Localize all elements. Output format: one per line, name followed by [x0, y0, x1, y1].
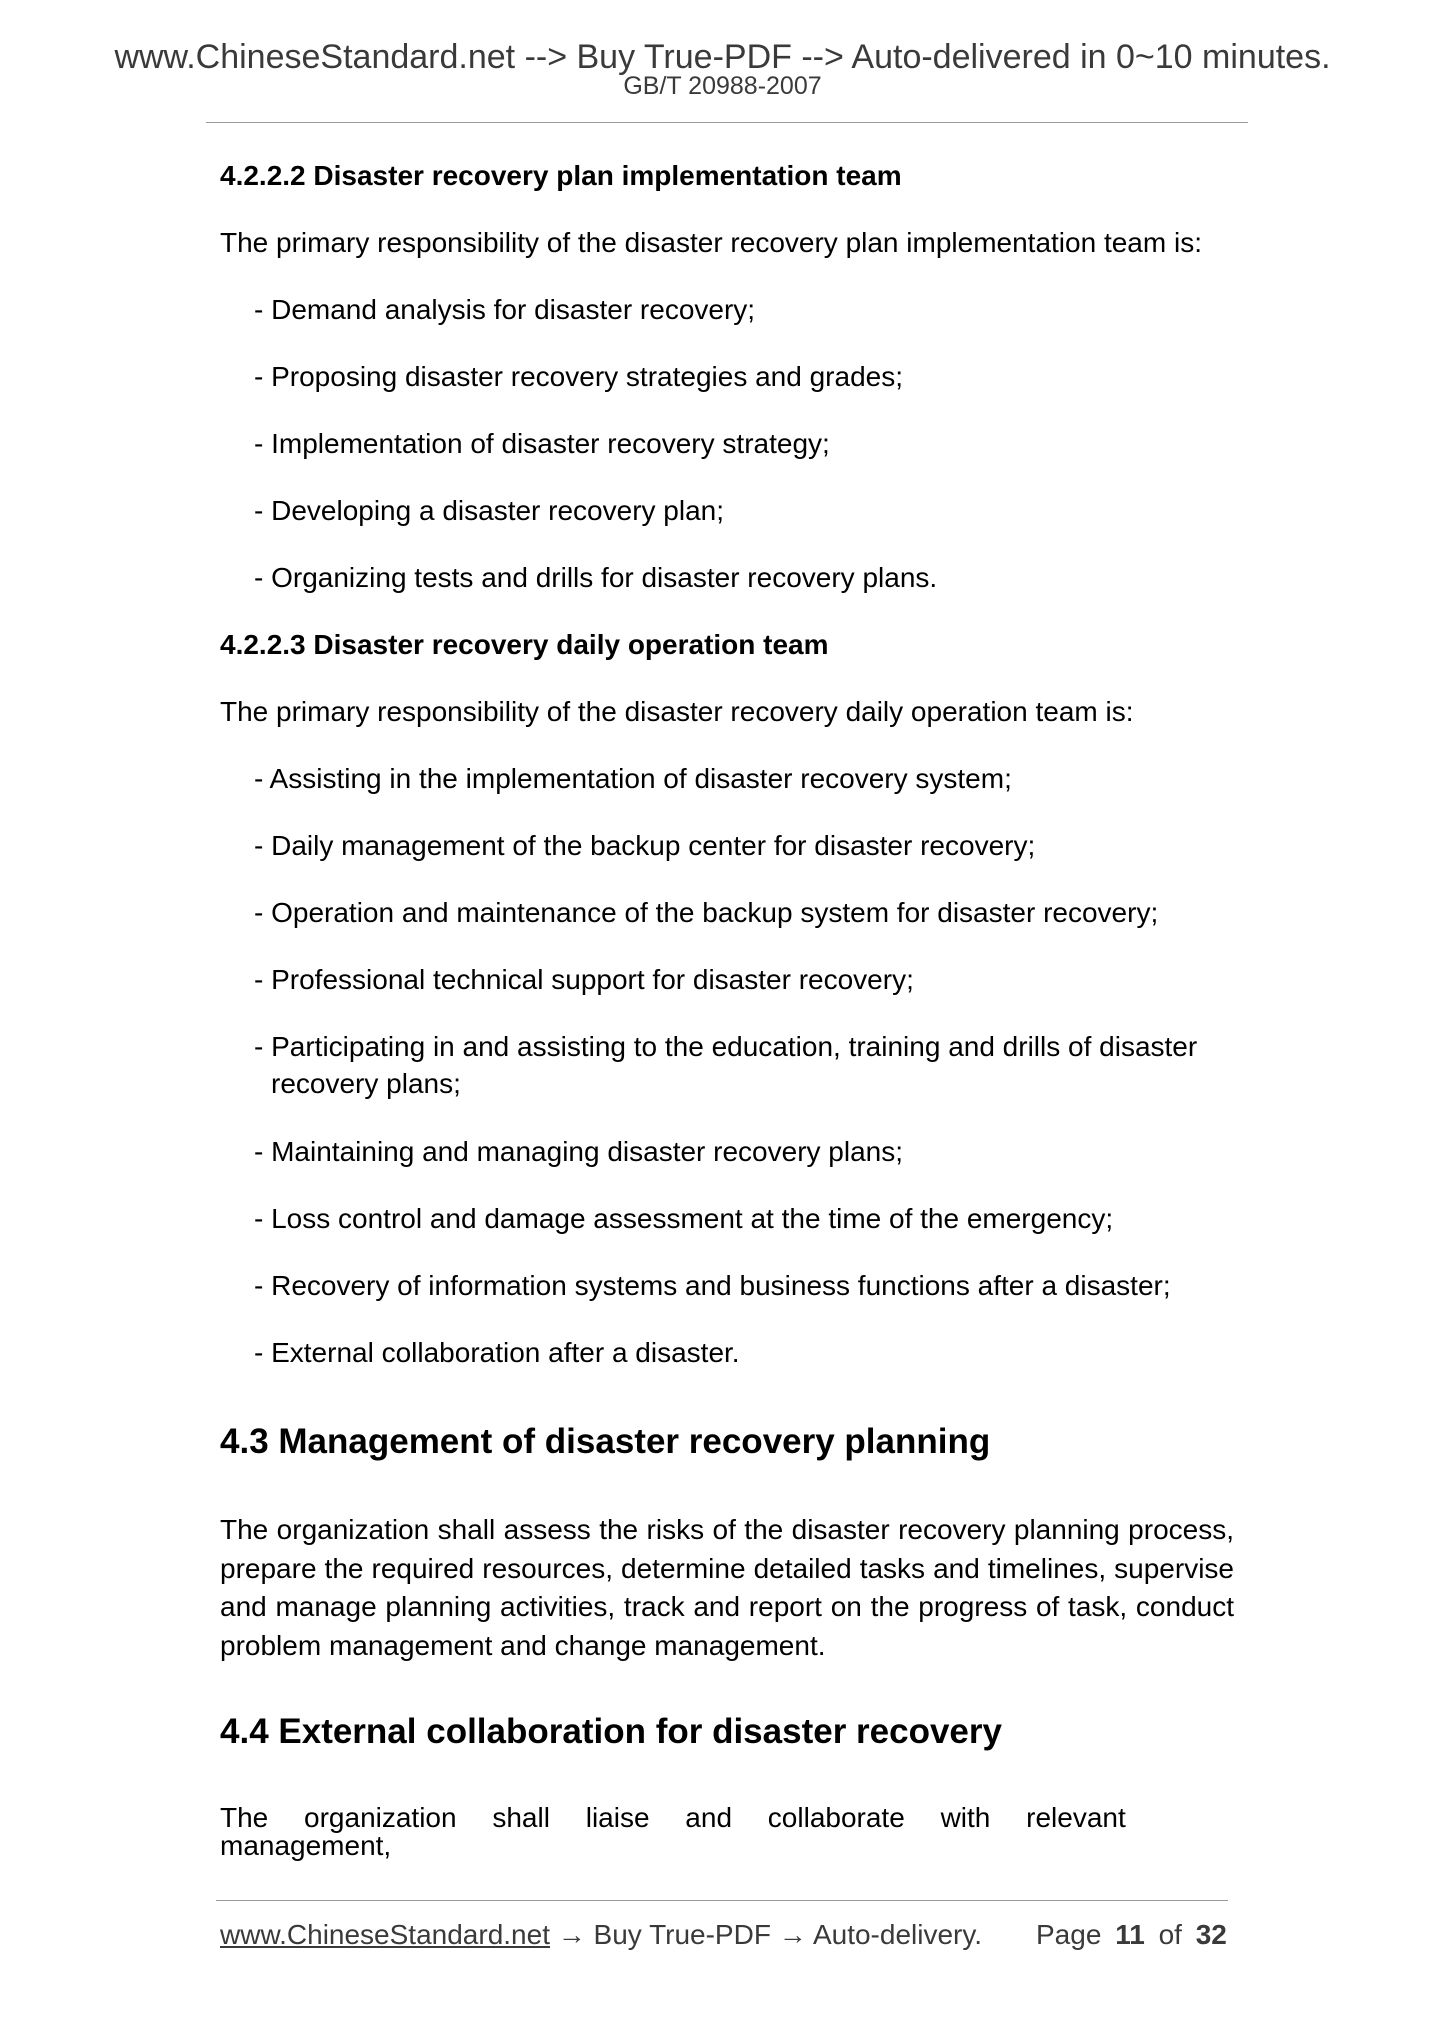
list-item: - External collaboration after a disaster. [254, 1337, 740, 1368]
page-number: 11 [1115, 1919, 1145, 1950]
list-item: - Recovery of information systems and business functions after a disaster; [254, 1270, 1171, 1301]
of-label: of [1158, 1919, 1182, 1950]
list-item: - Professional technical support for disaster recovery; [254, 964, 914, 995]
list-item: - Loss control and damage assessment at the time of the emergency; [254, 1203, 1114, 1234]
list-item: - Operation and maintenance of the backup system for disaster recovery; [254, 897, 1159, 928]
list-item: - Organizing tests and drills for disaster recovery plans. [254, 562, 938, 593]
section-heading-43: 4.3 Management of disaster recovery planning [220, 1422, 991, 1461]
list-item-continuation: recovery plans; [271, 1068, 461, 1099]
footer-left [220, 1921, 982, 1949]
footer-buy-text: Buy True-PDF [593, 1919, 771, 1950]
footer-site-link[interactable]: www.ChineseStandard.net [220, 1919, 550, 1950]
header-divider [206, 122, 1248, 123]
section-intro-4222: The primary responsibility of the disaster recovery plan implementation team is: [220, 227, 1202, 258]
list-item: - Participating in and assisting to the education, training and drills of disaster [254, 1031, 1198, 1062]
section-body-44: The organization shall liaise and collaborate with relevant management, [220, 1802, 1126, 1861]
list-item: - Developing a disaster recovery plan; [254, 495, 725, 526]
arrow-right-icon: → [778, 1919, 807, 1950]
section-intro-4223: The primary responsibility of the disaster recovery daily operation team is: [220, 696, 1134, 727]
page-total: 32 [1195, 1919, 1227, 1950]
footer-divider [216, 1900, 1228, 1901]
section-heading-4222: 4.2.2.2 Disaster recovery plan implementation team [220, 160, 902, 191]
list-item: - Demand analysis for disaster recovery; [254, 294, 756, 325]
page-indicator [1036, 1921, 1227, 1949]
page-label: Page [1036, 1919, 1102, 1950]
list-item: - Daily management of the backup center for disaster recovery; [254, 830, 1036, 861]
arrow-right-icon: → [557, 1919, 586, 1950]
footer-delivery-text: Auto-delivery. [812, 1919, 983, 1950]
list-item: - Maintaining and managing disaster recovery plans; [254, 1136, 904, 1167]
section-body-43: The organization shall assess the risks of the disaster recovery planning process, prepare the required resources, determine detailed tasks and timelines, supervise and manage planning activities, track and report on the progress of task, conduct problem management and change management. [220, 1514, 1234, 1661]
standard-code: GB/T 20988-2007 [623, 72, 822, 100]
list-item: - Implementation of disaster recovery strategy; [254, 428, 830, 459]
list-item: - Proposing disaster recovery strategies and grades; [254, 361, 903, 392]
list-item: - Assisting in the implementation of disaster recovery system; [254, 763, 1012, 794]
site-banner: www.ChineseStandard.net --> Buy True-PDF --> Auto-delivered in 0~10 minutes. [114, 38, 1331, 76]
section-heading-4223: 4.2.2.3 Disaster recovery daily operation team [220, 629, 829, 660]
section-heading-44: 4.4 External collaboration for disaster recovery [220, 1712, 1002, 1751]
